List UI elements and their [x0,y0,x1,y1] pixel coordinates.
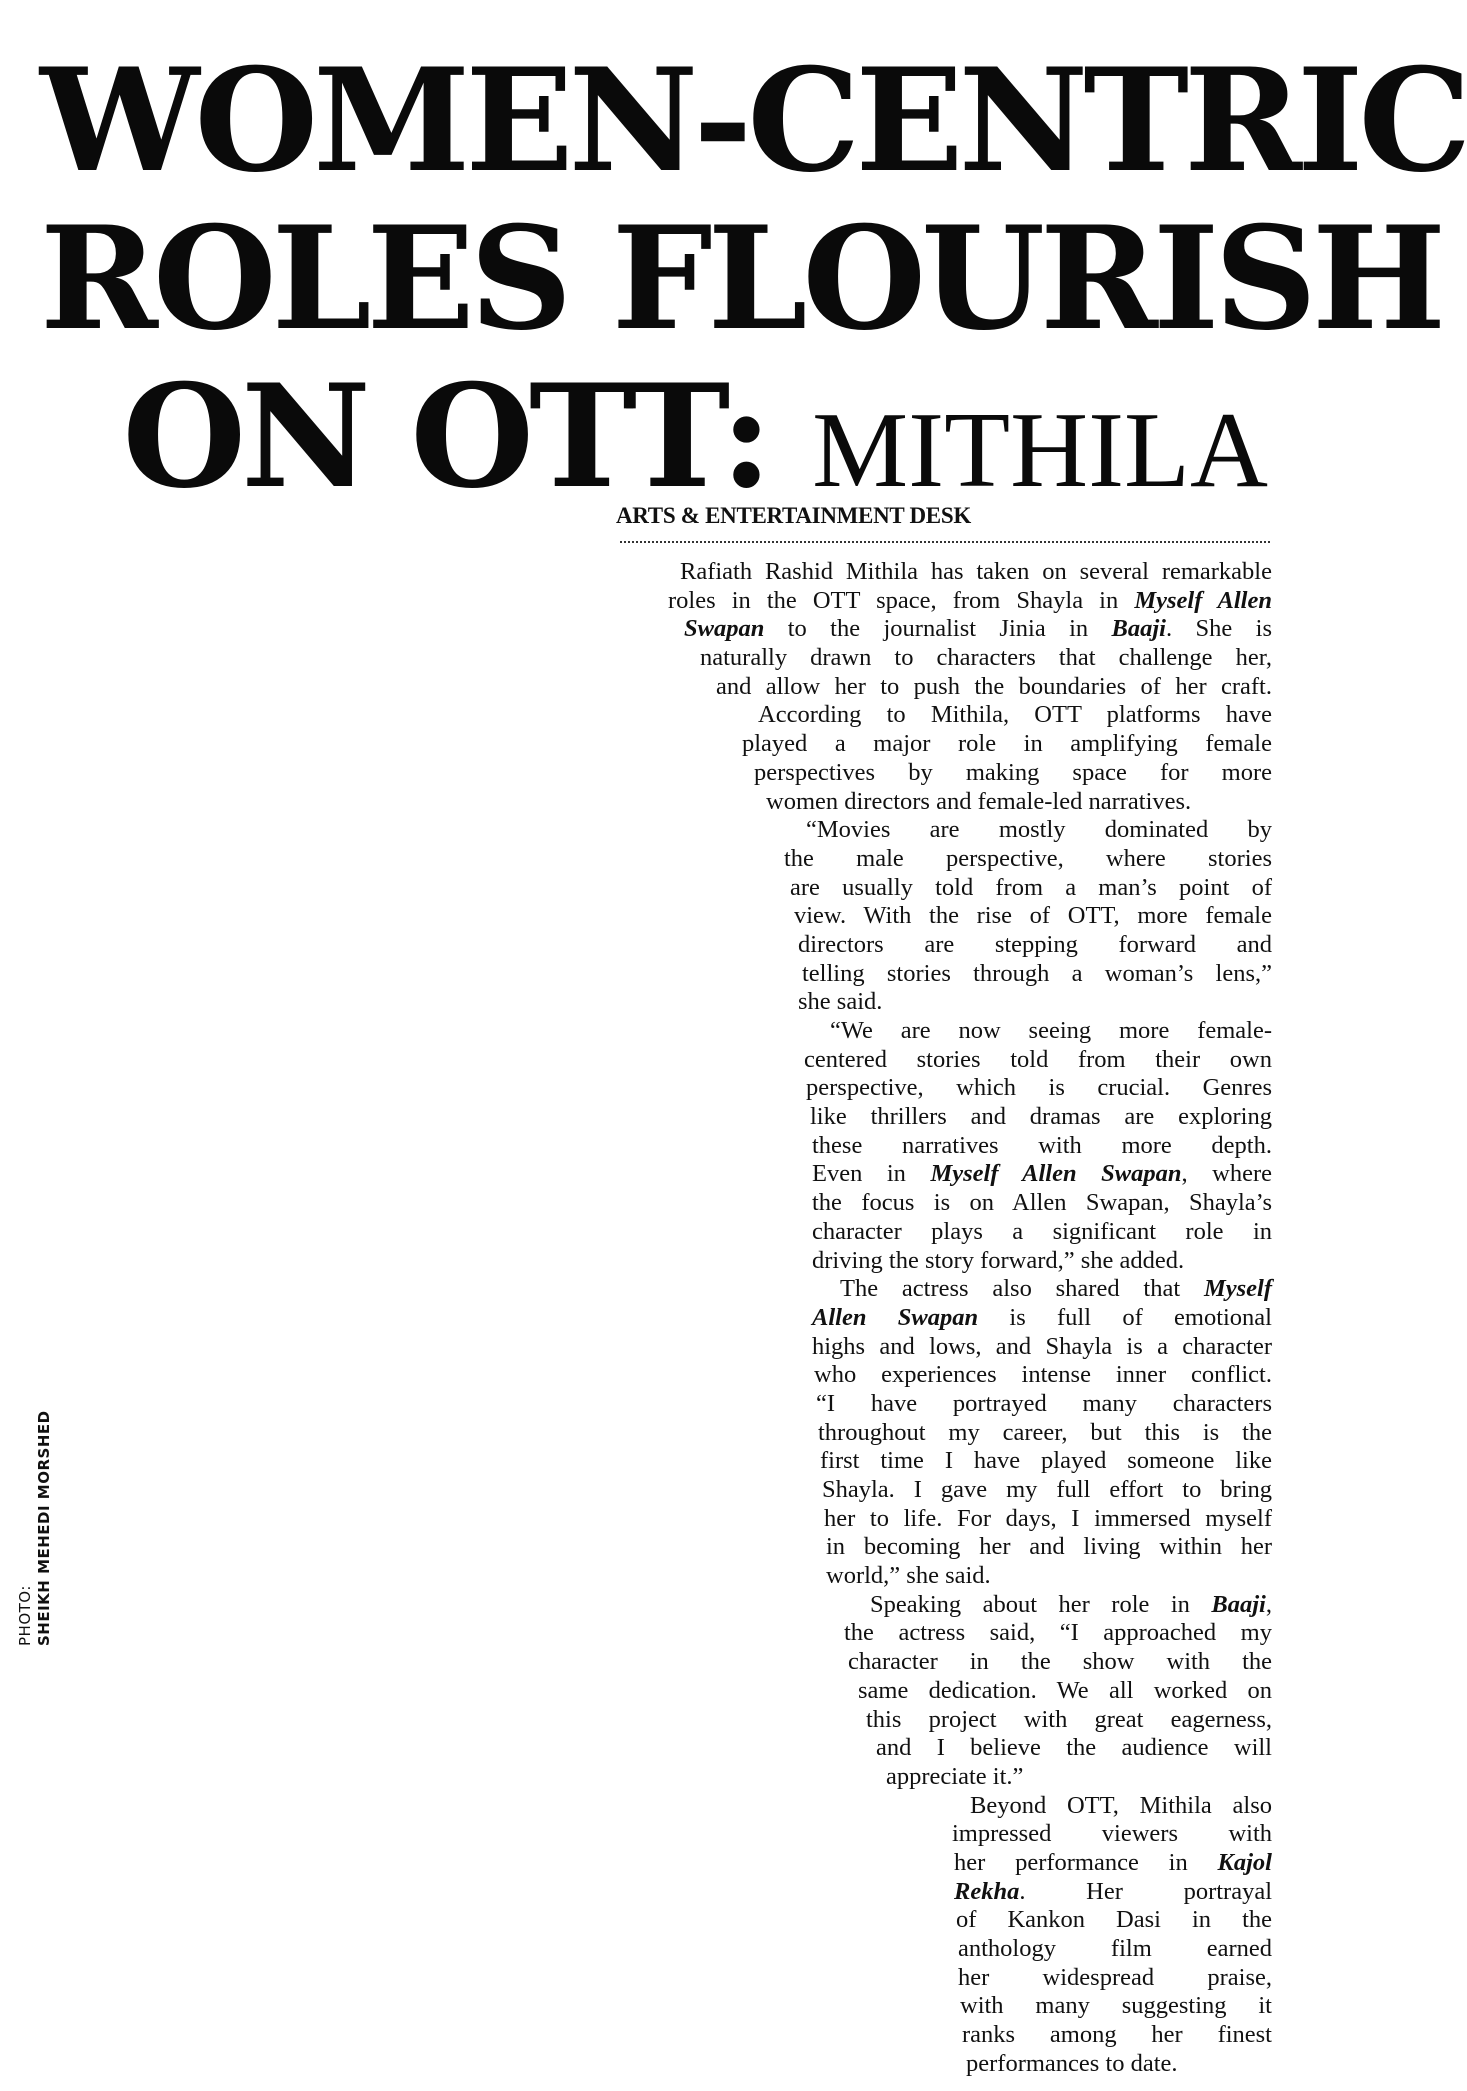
article-line: telling stories through a woman’s lens,” [802,959,1272,987]
article-body [0,558,1272,2078]
article-line: are usually told from a man’s point of [790,873,1272,901]
headline-line-2: ROLES FLOURISH [40,196,1442,362]
headline-line-1: WOMEN-CENTRIC [40,38,1467,204]
photo-credit [16,1406,66,1646]
article-line: women directors and female-led narratives. [766,787,1192,815]
photo-credit-name: SHEIKH MEHEDI MORSHED [35,1410,53,1646]
article-line: and I believe the audience will [876,1734,1272,1762]
photo-credit-label: PHOTO: [16,1585,34,1646]
article-line: Rekha. Her portrayal [954,1877,1272,1905]
article-line: her widespread praise, [958,1963,1272,1991]
article-line: impressed viewers with [952,1820,1272,1848]
article-line: naturally drawn to characters that challenge her, [700,644,1272,672]
article-line: The actress also shared that Myself [840,1275,1272,1303]
article-line: appreciate it.” [886,1762,1024,1790]
article-line: Speaking about her role in Baaji, [870,1590,1272,1618]
headline [40,38,1467,530]
article-line: the male perspective, where stories [784,844,1272,872]
article-line: anthology film earned [958,1935,1272,1962]
article-line: of Kankon Dasi in the [956,1906,1272,1934]
article-line: throughout my career, but this is the [818,1418,1272,1446]
article-line: the focus is on Allen Swapan, Shayla’s [812,1189,1272,1217]
article-line: “We are now seeing more female- [830,1017,1272,1044]
article-line: directors are stepping forward and [798,930,1272,958]
article-line: with many suggesting it [960,1992,1272,2020]
article-line: and allow her to push the boundaries of her craft. [716,672,1272,700]
article-line: world,” she said. [826,1562,991,1590]
article-line: perspective, which is crucial. Genres [806,1074,1272,1102]
article-line: this project with great eagerness, [866,1705,1272,1733]
article-line: Swapan to the journalist Jinia in Baaji. She is [684,615,1272,643]
article-line: like thrillers and dramas are exploring [810,1103,1272,1131]
article-line: first time I have played someone like [820,1447,1272,1475]
article-line: “Movies are mostly dominated by [806,816,1272,844]
article-line: Beyond OTT, Mithila also [970,1791,1272,1819]
article-line: perspectives by making space for more [754,758,1272,786]
headline-line-3-text: ON OTT: [122,354,768,520]
article-line: Rafiath Rashid Mithila has taken on several remarkable [680,558,1272,585]
article-line: According to Mithila, OTT platforms have [758,701,1272,729]
article-line: played a major role in amplifying female [742,730,1272,758]
article-line: ranks among her finest [962,2021,1272,2049]
article-line: her performance in Kajol [954,1848,1272,1876]
article-line: centered stories told from their own [804,1045,1272,1073]
article-line: her to life. For days, I immersed myself [824,1504,1272,1532]
article-line: character plays a significant role in [812,1217,1272,1245]
article-line: character in the show with the [848,1648,1272,1676]
byline-desk: ARTS & ENTERTAINMENT DESK [616,503,971,528]
article-line: these narratives with more depth. [812,1131,1272,1159]
article-line: highs and lows, and Shayla is a character [812,1332,1272,1360]
article-line: the actress said, “I approached my [844,1619,1272,1647]
article-line: view. With the rise of OTT, more female [794,902,1272,930]
article-line: “I have portrayed many characters [816,1389,1272,1417]
article-line: Shayla. I gave my full effort to bring [822,1476,1272,1503]
article-line: Even in Myself Allen Swapan, where [812,1160,1272,1188]
headline-subject-name: MITHILA [812,391,1268,510]
article-line: same dedication. We all worked on [858,1676,1272,1704]
article-line: Allen Swapan is full of emotional [812,1303,1272,1331]
article-line: performances to date. [966,2049,1178,2077]
article-line: in becoming her and living within her [826,1533,1272,1561]
dotted-divider [620,541,1270,543]
article-line: who experiences intense inner conflict. [814,1361,1272,1389]
article-line: roles in the OTT space, from Shayla in Myself Allen [668,586,1272,614]
article-line: she said. [798,988,883,1016]
article-line: driving the story forward,” she added. [812,1246,1185,1274]
